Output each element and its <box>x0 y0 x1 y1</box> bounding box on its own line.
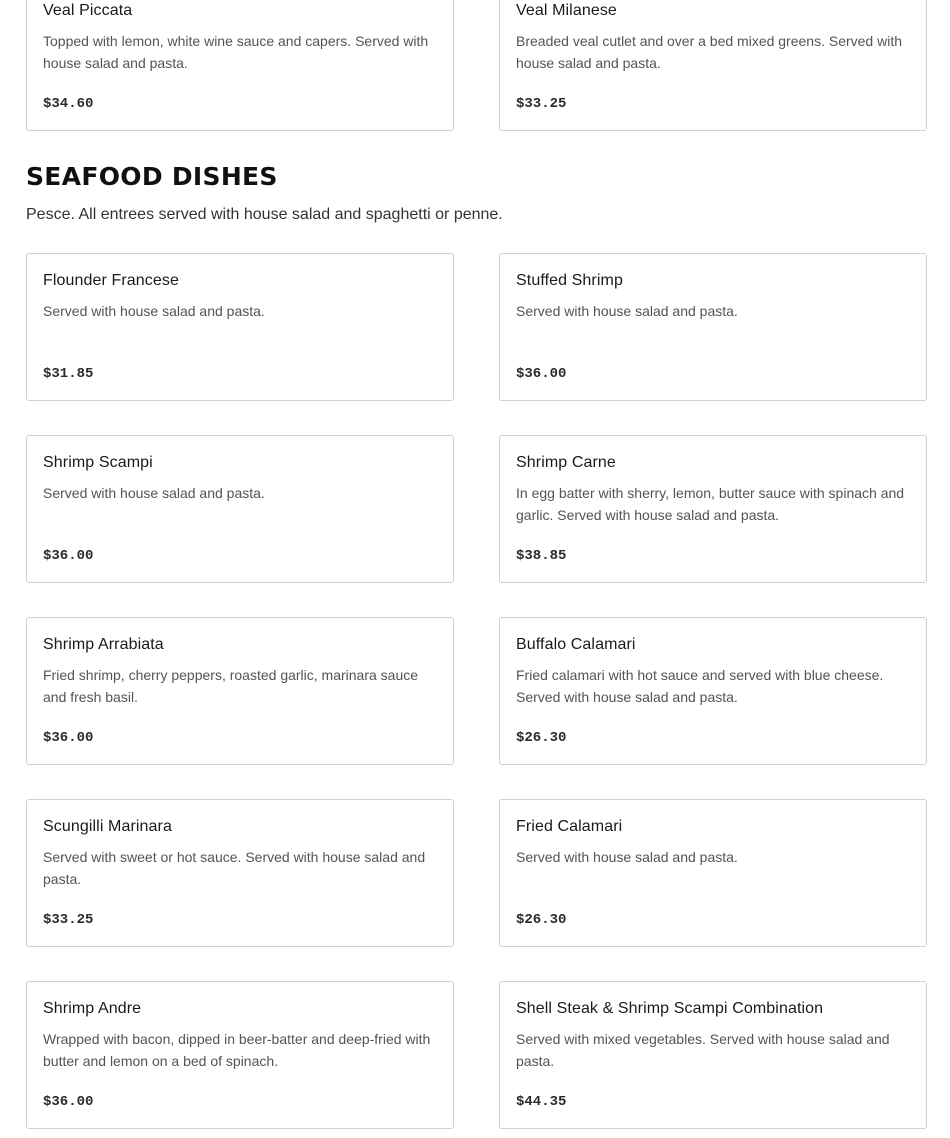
menu-item-price: $26.30 <box>516 730 567 746</box>
menu-item-card[interactable] <box>26 0 454 131</box>
menu-item-description: Fried calamari with hot sauce and served with blue cheese. Served with house salad and pasta. <box>516 667 884 705</box>
menu-item-description: Served with sweet or hot sauce. Served with house salad and pasta. <box>43 849 426 887</box>
menu-item-description: Topped with lemon, white wine sauce and capers. Served with house salad and pasta. <box>43 33 429 71</box>
menu-item-description: Served with house salad and pasta. <box>43 303 265 319</box>
menu-item-name: Veal Milanese <box>516 2 617 19</box>
menu-item-name: Scungilli Marinara <box>43 818 172 835</box>
menu-item-card[interactable] <box>26 617 454 765</box>
menu-item-name: Shrimp Andre <box>43 1000 142 1017</box>
menu-item-price: $26.30 <box>516 912 567 928</box>
menu-item-card[interactable] <box>499 799 927 947</box>
menu-item-price: $36.00 <box>43 548 94 564</box>
menu-item-price: $36.00 <box>43 1094 94 1110</box>
menu-item-card[interactable] <box>499 0 927 131</box>
menu-item-card[interactable] <box>26 435 454 583</box>
menu-item-card[interactable] <box>499 981 927 1129</box>
menu-item-description: Wrapped with bacon, dipped in beer-batter and deep-fried with butter and lemon on a bed of spinach. <box>43 1031 431 1069</box>
menu-item-name: Shrimp Carne <box>516 454 616 471</box>
section-subtitle: Pesce. All entrees served with house salad and spaghetti or penne. <box>26 206 503 223</box>
menu-item-price: $33.25 <box>516 96 567 112</box>
menu-item-price: $38.85 <box>516 548 567 564</box>
menu-item-name: Buffalo Calamari <box>516 636 636 653</box>
menu-item-name: Shell Steak & Shrimp Scampi Combination <box>516 1000 824 1017</box>
menu-item-card[interactable] <box>26 799 454 947</box>
menu-item-price: $36.00 <box>516 366 567 382</box>
menu-item-name: Veal Piccata <box>43 2 133 19</box>
menu-item-card[interactable] <box>499 617 927 765</box>
menu-item-description: Breaded veal cutlet and over a bed mixed greens. Served with house salad and pasta. <box>516 33 903 71</box>
menu-item-name: Stuffed Shrimp <box>516 272 623 289</box>
menu-item-price: $33.25 <box>43 912 94 928</box>
menu-item-price: $36.00 <box>43 730 94 746</box>
menu-item-card[interactable] <box>499 435 927 583</box>
menu-item-name: Flounder Francese <box>43 272 179 289</box>
menu-item-price: $44.35 <box>516 1094 567 1110</box>
menu-item-name: Shrimp Arrabiata <box>43 636 164 653</box>
menu-item-description: In egg batter with sherry, lemon, butter sauce with spinach and garlic. Served with house salad and pasta. <box>516 485 905 523</box>
menu-item-description: Fried shrimp, cherry peppers, roasted garlic, marinara sauce and fresh basil. <box>43 667 419 705</box>
menu-item-price: $31.85 <box>43 366 94 382</box>
menu-item-card[interactable] <box>26 981 454 1129</box>
menu-item-description: Served with house salad and pasta. <box>43 485 265 501</box>
menu-item-description: Served with house salad and pasta. <box>516 849 738 865</box>
menu-item-name: Shrimp Scampi <box>43 454 153 471</box>
menu-item-card[interactable] <box>499 253 927 401</box>
menu-item-card[interactable] <box>26 253 454 401</box>
menu-item-description: Served with house salad and pasta. <box>516 303 738 319</box>
menu-item-price: $34.60 <box>43 96 94 112</box>
menu-item-description: Served with mixed vegetables. Served with house salad and pasta. <box>516 1031 890 1069</box>
menu-item-name: Fried Calamari <box>516 818 623 835</box>
section-title: SEAFOOD DISHES <box>26 162 278 191</box>
